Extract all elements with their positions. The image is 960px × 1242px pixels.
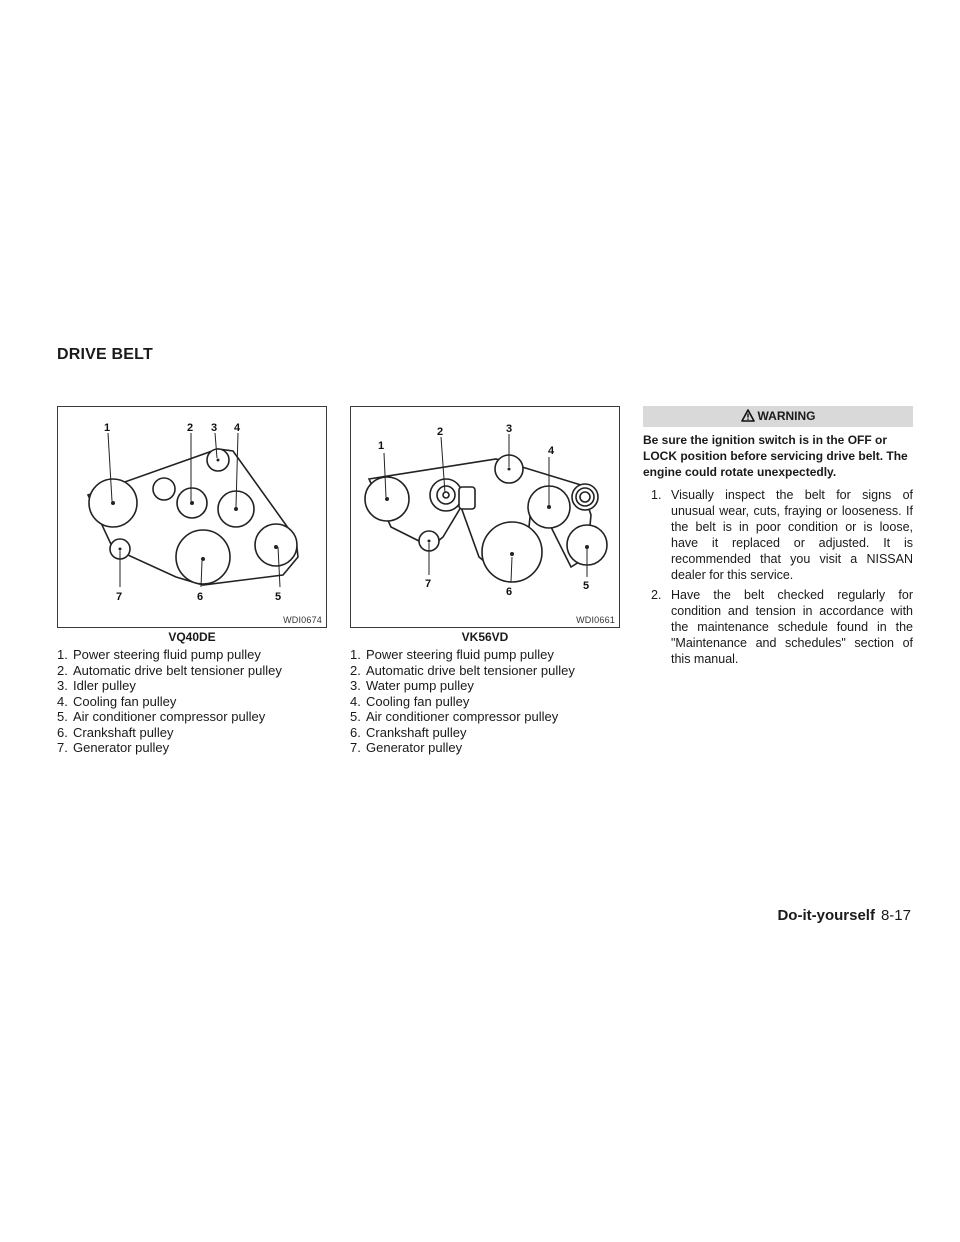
list-item: 1. Power steering fluid pump pulley [57,647,261,662]
list-item: 7. Generator pulley [350,740,463,755]
callout-6: 6 [197,591,204,603]
page-number: 8-17 [880,907,911,924]
list-item: 2. Automatic drive belt tensioner pulley [57,662,282,678]
callout-2: 2 [437,426,444,438]
callout-5: 5 [275,591,282,603]
callout-1: 1 [378,440,385,452]
list-item: 4. Cooling fan pulley [350,693,470,709]
warning-icon [741,408,755,429]
list-item: 2. Have the belt checked regularly for condition and tension in accordance with the maintenance schedule found in the "Maintenance and schedules" section of this manual. [651,588,913,666]
figure-id: WDI0661 [576,615,615,625]
footer-section: Do-it-yourself [777,907,875,924]
list-item: 1. Power steering fluid pump pulley [350,647,554,662]
list-item: 3. Idler pulley [57,678,136,693]
callout-3: 3 [211,422,218,434]
callout-5: 5 [583,580,590,592]
inspection-steps [643,487,913,671]
belt-routing-illustration [351,407,619,627]
list-item: 4. Cooling fan pulley [57,693,177,709]
list-item: 6. Crankshaft pulley [350,724,467,740]
section-title: DRIVE BELT [57,346,153,363]
list-item: 5. Air conditioner compressor pulley [350,709,559,724]
legend-vk56vd [350,647,575,756]
list-item: 2. Automatic drive belt tensioner pulley [350,662,575,678]
callout-3: 3 [506,423,513,435]
figure-caption: VK56VD [461,630,509,644]
list-item: 6. Crankshaft pulley [57,724,174,740]
callout-4: 4 [234,422,241,434]
warning-header [643,406,913,427]
figure-id: WDI0674 [283,615,322,625]
callout-4: 4 [548,445,555,457]
belt-routing-illustration [58,407,326,627]
belt-diagram-vq40de [57,406,327,628]
callout-2: 2 [187,422,194,434]
list-item: 7. Generator pulley [57,740,170,755]
belt-diagram-vk56vd [350,406,620,628]
figure-caption: VQ40DE [168,630,216,644]
list-item: 3. Water pump pulley [350,678,474,693]
callout-6: 6 [506,586,513,598]
warning-label: WARNING [757,409,816,423]
list-item: 5. Air conditioner compressor pulley [57,709,266,724]
list-item: 1. Visually inspect the belt for signs of unusual wear, cuts, fraying or looseness. If the belt is in poor condition or is loose, have it replaced or adjusted. It is recommended that you visit a NISSAN dealer for this service. [651,488,913,582]
callout-1: 1 [104,422,111,434]
callout-7: 7 [425,578,432,590]
warning-text: Be sure the ignition switch is in the OFF or LOCK position before servicing drive belt. The engine could rotate unexpectedly. [643,433,908,479]
page-footer [777,907,911,924]
callout-7: 7 [116,591,123,603]
legend-vq40de [57,647,282,756]
